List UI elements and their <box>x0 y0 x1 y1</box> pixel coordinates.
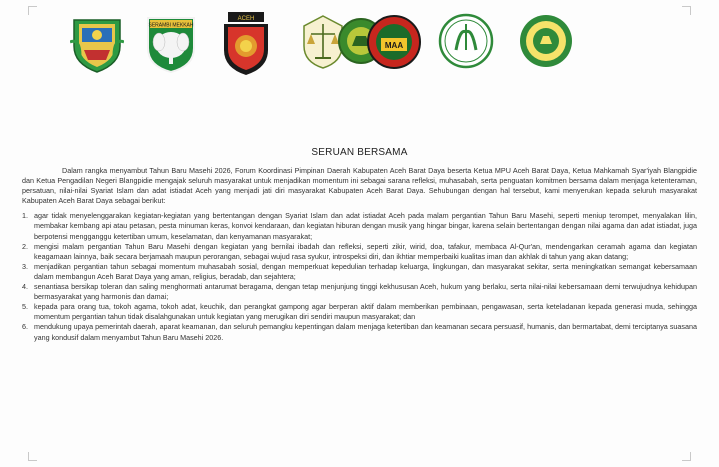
list-item <box>22 322 697 342</box>
list-number: 1. <box>22 211 28 221</box>
list-number: 3. <box>22 261 28 271</box>
intro-paragraph: Dalam rangka menyambut Tahun Baru Masehi 2026, Forum Koordinasi Pimpinan Daerah Kabupaten Aceh Barat Daya beserta Ketua MPU Aceh Barat Daya, Ketua Mahkamah Syar'iyah Blangpidie dan Ketua Pengadilan Negeri Blangpidie mengajak seluruh masyarakat untuk menjadikan momentum ini sebagai sarana refleksi, muhasabah, serta penguatan komitmen bersama dalam menjaga ketenteraman, persatuan, nilai-nilai Syariat Islam dan adat istiadat Aceh yang menjadi jati diri masyarakat Kabupaten Aceh Barat Daya. Sehubungan dengan hal tersebut, kami menyerukan kepada seluruh masyarakat Kabupaten Aceh Barat Daya sebagai berikut: <box>22 166 697 206</box>
list-number: 2. <box>22 241 28 251</box>
crop-mark-bottom-right <box>682 452 691 461</box>
document-title: SERUAN BERSAMA <box>311 147 408 158</box>
pengadilan-agama-emblem <box>518 12 574 70</box>
list-text: kepada para orang tua, tokoh agama, tokoh adat, keuchik, dan perangkat gampong agar berperan aktif dalam memberikan pembinaan, pengawasan, serta keteladanan kepada generasi muda, sehingga momentum pergantian tahun tidak disalahgunakan untuk kegiatan yang merugikan diri sendiri maupun masyarakat; dan <box>34 302 697 322</box>
emblem-text: SERAMBI MEKKAH <box>148 22 194 29</box>
crop-mark-top-right <box>682 6 691 15</box>
aceh-police-emblem <box>222 12 270 76</box>
emblem-text: MAA <box>384 41 404 50</box>
aceh-barat-daya-regency-emblem <box>70 12 124 74</box>
list-text: menjadikan pergantian tahun sebagai momentum muhasabah sosial, dengan memperkuat kepedulian terhadap keluarga, lingkungan, dan masyarakat sekitar, serta meningkatkan semangat kebersamaan dalam membangun Aceh Barat Daya yang aman, religius, beradab, dan sejahtera; <box>34 261 697 281</box>
seuramoe-mekkah-emblem <box>144 12 198 74</box>
document-body <box>22 166 697 343</box>
crop-mark-bottom-left <box>28 452 37 461</box>
list-number: 5. <box>22 302 28 312</box>
mpu-ulama-council-emblem <box>438 12 494 70</box>
list-item <box>22 302 697 322</box>
majelis-adat-aceh-emblem <box>366 12 422 72</box>
list-item <box>22 282 697 302</box>
list-text: senantiasa bersikap toleran dan saling menghormati antarumat beragama, dengan tetap menjunjung tinggi kekhususan Aceh, hukum yang berlaku, serta nilai-nilai kebersamaan demi terwujudnya kehidupan bermasyarakat yang harmonis dan damai; <box>34 282 697 302</box>
crop-mark-top-left <box>28 6 37 15</box>
list-item <box>22 261 697 282</box>
list-item <box>22 241 697 262</box>
list-number: 6. <box>22 322 28 332</box>
list-text: mengisi malam pergantian Tahun Baru Masehi dengan kegiatan yang bernilai ibadah dan refleksi, seperti zikir, wirid, doa, tafakur, membaca Al-Qur'an, mendengarkan ceramah agama dan kegiatan keagamaan lainnya, baik secara berjamaah maupun perorangan, sebagai wujud rasa syukur, introspeksi diri, dan ikhtiar memperbaiki kualitas iman dan akhlak di tahun yang akan datang; <box>34 241 697 261</box>
list-text: agar tidak menyelenggarakan kegiatan-kegiatan yang bertentangan dengan Syariat Islam dan adat istiadat Aceh pada malam pergantian Tahun Baru Masehi, seperti meniup terompet, menyalakan lilin, membakar kembang api atau petasan, pesta minuman keras, konvoi kendaraan, dan kegiatan hiburan dengan musik yang hingar bingar, karena selain bertentangan dengan nilai agama dan adat istiadat, juga berpotensi mengganggu ketertiban umum, keselamatan, dan kenyamanan masyarakat; <box>34 211 697 241</box>
list-number: 4. <box>22 282 28 292</box>
appeal-list <box>22 211 697 342</box>
list-text: mendukung upaya pemerintah daerah, aparat keamanan, dan seluruh pemangku kepentingan dalam menjaga ketertiban dan keamanan secara persuasif, humanis, dan bermartabat, demi terciptanya suasana yang kondusif dalam menyambut Tahun Baru Masehi 2026. <box>34 322 697 342</box>
list-item <box>22 211 697 241</box>
logo-row <box>62 12 582 82</box>
emblem-text: ACEH <box>237 16 255 22</box>
